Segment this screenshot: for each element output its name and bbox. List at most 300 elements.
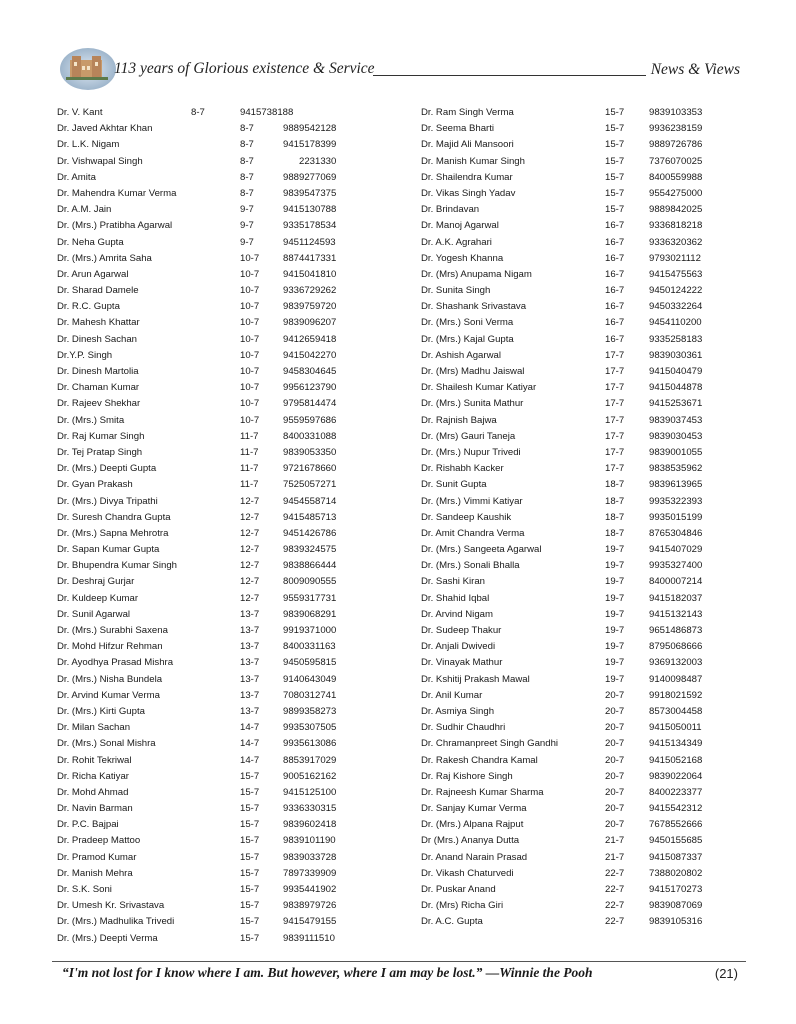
list-item	[57, 251, 377, 267]
member-date: 12-7	[240, 511, 260, 523]
member-phone: 9935015199	[649, 511, 703, 523]
member-date: 16-7	[605, 220, 625, 232]
member-phone: 9936238159	[649, 123, 703, 135]
member-date: 20-7	[605, 786, 625, 798]
member-phone: 9140098487	[649, 673, 703, 685]
member-date: 17-7	[605, 349, 625, 361]
member-name: Dr. Milan Sachan	[57, 722, 131, 734]
member-name: Dr. Manish Mehra	[57, 867, 133, 879]
member-date: 12-7	[240, 544, 260, 556]
member-phone: 9415042270	[283, 349, 337, 361]
member-date: 11-7	[240, 479, 259, 491]
member-date: 10-7	[240, 285, 260, 297]
member-name: Dr. Rohit Tekriwal	[57, 754, 132, 766]
member-date: 19-7	[605, 576, 625, 588]
member-name: Dr. V. Kant	[57, 107, 103, 118]
list-item	[421, 542, 741, 558]
building-logo-icon	[58, 44, 118, 92]
member-date: 12-7	[240, 495, 260, 507]
member-phone: 9415407029	[649, 544, 703, 556]
list-item	[421, 850, 741, 866]
member-name: Dr. Arvind Kumar Verma	[57, 689, 160, 701]
member-phone: 9415170273	[649, 884, 703, 895]
member-name: Dr. S.K. Soni	[57, 884, 112, 895]
list-item	[57, 785, 377, 801]
list-item	[57, 898, 377, 914]
list-item	[57, 380, 377, 396]
list-item	[421, 753, 741, 769]
member-date: 20-7	[605, 722, 625, 734]
member-date: 20-7	[605, 770, 625, 782]
list-item	[57, 753, 377, 769]
member-phone: 9839602418	[283, 819, 337, 831]
member-name: Dr. Dinesh Martolia	[57, 366, 139, 377]
member-date: 19-7	[605, 608, 625, 620]
member-phone: 9838535962	[649, 463, 703, 475]
member-name: Dr. Chramanpreet Singh Gandhi	[421, 738, 559, 750]
list-item	[421, 494, 741, 510]
member-name: Dr. Asmiya Singh	[421, 705, 495, 717]
member-date: 10-7	[240, 382, 260, 394]
member-name: Dr. Sunit Gupta	[421, 479, 487, 491]
member-name: Dr. Sapan Kumar Gupta	[57, 544, 160, 556]
list-item	[421, 574, 741, 590]
member-name: Dr. Brindavan	[421, 204, 480, 216]
list-item	[421, 332, 741, 348]
member-name: Dr. (Mrs.) Soni Verma	[421, 317, 514, 329]
footer-divider	[52, 961, 746, 962]
list-item	[421, 801, 741, 817]
member-date: 10-7	[240, 398, 260, 410]
member-phone: 9369132003	[649, 657, 703, 669]
member-date: 8-7	[191, 107, 205, 118]
member-date: 20-7	[605, 819, 625, 831]
member-date: 21-7	[605, 851, 625, 863]
member-date: 17-7	[605, 382, 625, 394]
member-phone: 9415040479	[649, 366, 703, 377]
member-date: 9-7	[240, 236, 254, 248]
member-name: Dr. P.C. Bajpai	[57, 819, 119, 831]
list-item	[421, 817, 741, 833]
list-item	[421, 445, 741, 461]
list-item	[421, 914, 741, 930]
member-phone: 9415485713	[283, 511, 337, 523]
list-item	[421, 720, 741, 736]
member-phone: 9889277069	[283, 171, 337, 183]
member-date: 19-7	[605, 641, 625, 653]
member-phone: 9838866444	[283, 560, 337, 572]
member-date: 8-7	[240, 155, 254, 167]
member-name: Dr. Navin Barman	[57, 803, 133, 815]
member-phone: 9839096207	[283, 317, 337, 329]
member-name: Dr. Yogesh Khanna	[421, 252, 504, 264]
list-item	[421, 299, 741, 315]
member-date: 19-7	[605, 544, 625, 556]
member-date: 16-7	[605, 301, 625, 313]
member-date: 19-7	[605, 657, 625, 669]
member-date: 9-7	[240, 220, 254, 232]
member-phone: 9793021112	[649, 252, 701, 264]
member-phone: 9839022064	[649, 770, 703, 782]
member-phone: 9889542128	[283, 123, 337, 135]
list-item	[421, 461, 741, 477]
header-divider	[373, 75, 646, 76]
member-name: Dr. (Mrs.) Sunita Mathur	[421, 398, 524, 410]
member-name: Dr. Manoj Agarwal	[421, 220, 499, 232]
member-phone: 9839053350	[283, 446, 337, 458]
member-date: 19-7	[605, 592, 625, 604]
list-item	[421, 769, 741, 785]
member-date: 15-7	[240, 835, 260, 847]
list-item	[57, 137, 377, 153]
member-name: Dr. Sunil Agarwal	[57, 608, 131, 620]
member-name: Dr. Vishwapal Singh	[57, 155, 143, 167]
list-item	[57, 429, 377, 445]
member-name: Dr. Vikash Chaturvedi	[421, 867, 514, 879]
member-phone: 9415134349	[649, 738, 703, 750]
member-name: Dr. Pramod Kumar	[57, 851, 137, 863]
member-date: 15-7	[605, 187, 625, 199]
member-date: 19-7	[605, 673, 625, 685]
member-date: 12-7	[240, 576, 260, 588]
member-name: Dr. Mahesh Khattar	[57, 317, 140, 329]
member-date: 19-7	[605, 560, 625, 572]
member-date: 15-7	[240, 786, 260, 798]
member-phone: 9889842025	[649, 204, 703, 216]
member-date: 14-7	[240, 754, 260, 766]
member-date: 20-7	[605, 689, 625, 701]
list-item	[57, 850, 377, 866]
list-item	[421, 510, 741, 526]
header-section: News & Views	[650, 61, 740, 78]
member-phone: 9336729262	[283, 285, 337, 297]
member-name: Dr. Sandeep Kaushik	[421, 511, 512, 523]
list-item	[421, 218, 741, 234]
member-phone: 9336320362	[649, 236, 703, 248]
member-phone: 9458304645	[283, 366, 337, 377]
member-date: 17-7	[605, 398, 625, 410]
list-item	[57, 542, 377, 558]
member-phone: 7678552666	[649, 819, 703, 831]
member-phone: 9839547375	[283, 187, 337, 199]
member-date: 10-7	[240, 349, 260, 361]
member-name: Dr. Rakesh Chandra Kamal	[421, 754, 538, 766]
member-date: 10-7	[240, 366, 260, 377]
member-name: Dr. Amita	[57, 171, 96, 183]
list-item	[421, 267, 741, 283]
member-phone: 9919371000	[283, 625, 337, 636]
member-date: 8-7	[240, 123, 254, 135]
member-name: Dr. Shahid Iqbal	[421, 592, 490, 604]
member-date: 21-7	[605, 835, 625, 847]
list-item	[57, 591, 377, 607]
member-phone: 9415479155	[283, 916, 337, 928]
member-date: 22-7	[605, 900, 625, 912]
list-item	[57, 882, 377, 898]
member-name: Dr. Vinayak Mathur	[421, 657, 503, 669]
member-date: 17-7	[605, 463, 625, 475]
member-phone: 8009090555	[283, 576, 337, 588]
list-item	[57, 526, 377, 542]
member-phone: 9415132143	[649, 608, 703, 620]
list-item	[421, 154, 741, 170]
member-phone: 9889726786	[649, 139, 703, 151]
member-date: 11-7	[240, 446, 259, 458]
member-phone: 7080312741	[283, 689, 337, 701]
list-item	[421, 688, 741, 704]
member-date: 8-7	[240, 187, 254, 199]
list-item	[421, 121, 741, 137]
list-item	[421, 235, 741, 251]
member-phone: 9415050011	[649, 722, 702, 734]
member-date: 16-7	[605, 268, 625, 280]
member-name: Dr. Sashi Kiran	[421, 576, 485, 588]
member-date: 9-7	[240, 204, 254, 216]
member-phone: 9839111510	[283, 932, 335, 944]
member-date: 12-7	[240, 592, 260, 604]
member-name: Dr (Mrs.) Ananya Dutta	[421, 835, 520, 847]
list-item	[421, 477, 741, 493]
member-phone: 7897339909	[283, 867, 337, 879]
member-phone: 8573004458	[649, 705, 703, 717]
member-date: 15-7	[240, 867, 260, 879]
list-item	[421, 186, 741, 202]
member-name: Dr. Mahendra Kumar Verma	[57, 187, 177, 199]
list-item	[421, 137, 741, 153]
member-phone: 9839030453	[649, 430, 703, 442]
member-name: Dr. Rajnish Bajwa	[421, 414, 497, 426]
member-phone: 9839030361	[649, 349, 703, 361]
member-name: Dr. A.C. Gupta	[421, 916, 483, 928]
list-item	[421, 591, 741, 607]
member-date: 15-7	[240, 900, 260, 912]
header-title: 113 years of Glorious existence & Service	[114, 60, 375, 77]
list-item	[57, 283, 377, 299]
member-name: Dr. Raj Kishore Singh	[421, 770, 513, 782]
member-phone: 9651486873	[649, 625, 703, 636]
member-name: Dr. Kuldeep Kumar	[57, 592, 139, 604]
member-name: Dr. Amit Chandra Verma	[421, 527, 525, 539]
member-name: Dr. Umesh Kr. Srivastava	[57, 900, 165, 912]
member-date: 15-7	[605, 155, 625, 167]
member-phone: 9335258183	[649, 333, 703, 345]
member-date: 16-7	[605, 317, 625, 329]
member-phone: 8400007214	[649, 576, 703, 588]
member-phone: 9839103353	[649, 107, 703, 118]
list-item	[57, 413, 377, 429]
member-phone: 9415125100	[283, 786, 337, 798]
list-item	[57, 510, 377, 526]
member-name: Dr. Arvind Nigam	[421, 608, 493, 620]
list-item	[421, 364, 741, 380]
member-phone: 8400331163	[283, 641, 336, 653]
member-date: 12-7	[240, 560, 260, 572]
member-name: Dr. Ashish Agarwal	[421, 349, 501, 361]
member-phone: 9450124222	[649, 285, 703, 297]
member-phone: 9935613086	[283, 738, 337, 750]
member-name: Dr. Anand Narain Prasad	[421, 851, 528, 863]
member-name: Dr. Anjali Dwivedi	[421, 641, 496, 653]
member-phone: 9918021592	[649, 689, 703, 701]
member-phone: 7388020802	[649, 867, 703, 879]
list-item	[57, 170, 377, 186]
member-date: 16-7	[605, 252, 625, 264]
member-phone: 9450595815	[283, 657, 337, 669]
list-item	[57, 267, 377, 283]
member-phone: 9935322393	[649, 495, 703, 507]
member-phone: 9415475563	[649, 268, 703, 280]
member-phone: 9721678660	[283, 463, 337, 475]
list-item	[421, 785, 741, 801]
list-item	[421, 526, 741, 542]
member-phone: 9454110200	[649, 317, 702, 329]
list-item	[421, 623, 741, 639]
member-phone: 8400331088	[283, 430, 337, 442]
member-date: 19-7	[605, 625, 625, 636]
member-date: 14-7	[240, 722, 260, 734]
member-name: Dr. Shailendra Kumar	[421, 171, 513, 183]
member-phone: 9956123790	[283, 382, 337, 394]
list-item	[421, 283, 741, 299]
list-item	[421, 736, 741, 752]
member-name: Dr. Anil Kumar	[421, 689, 483, 701]
member-name: Dr. A.K. Agrahari	[421, 236, 492, 248]
member-date: 18-7	[605, 495, 625, 507]
member-name: Dr. Neha Gupta	[57, 236, 124, 248]
member-name: Dr. (Mrs.) Sapna Mehrotra	[57, 527, 169, 539]
member-date: 10-7	[240, 333, 260, 345]
list-item	[421, 898, 741, 914]
member-date: 15-7	[240, 803, 260, 815]
member-name: Dr. Sanjay Kumar Verma	[421, 803, 527, 815]
member-name: Dr. Puskar Anand	[421, 884, 496, 895]
list-item	[421, 607, 741, 623]
list-item	[57, 461, 377, 477]
member-phone: 9454558714	[283, 495, 337, 507]
member-name: Dr. (Mrs.) Divya Tripathi	[57, 495, 158, 507]
list-item	[57, 494, 377, 510]
member-name: Dr. Gyan Prakash	[57, 479, 133, 491]
list-item	[57, 364, 377, 380]
right-column	[421, 105, 741, 931]
left-column	[57, 105, 377, 947]
list-item	[57, 623, 377, 639]
list-item	[57, 445, 377, 461]
member-date: 16-7	[605, 333, 625, 345]
list-item	[57, 866, 377, 882]
member-date: 15-7	[605, 123, 625, 135]
member-phone: 8400223377	[649, 786, 703, 798]
member-date: 13-7	[240, 657, 260, 669]
page-header	[0, 0, 796, 100]
member-phone: 9415130788	[283, 204, 337, 216]
member-name: Dr. Arun Agarwal	[57, 268, 129, 280]
member-name: Dr. Sudeep Thakur	[421, 625, 502, 636]
member-name: Dr. Mohd Hifzur Rehman	[57, 641, 163, 653]
member-phone: 9415738188	[240, 107, 294, 118]
member-phone: 9559597686	[283, 414, 337, 426]
list-item	[57, 121, 377, 137]
member-phone: 9839105316	[649, 916, 703, 928]
member-date: 22-7	[605, 916, 625, 928]
member-phone: 9839087069	[649, 900, 703, 912]
member-date: 15-7	[605, 171, 625, 183]
member-name: Dr. (Mrs.) Kirti Gupta	[57, 705, 145, 717]
member-phone: 9450332264	[649, 301, 703, 313]
member-name: Dr. Ayodhya Prasad Mishra	[57, 657, 174, 669]
member-name: Dr. Mohd Ahmad	[57, 786, 129, 798]
member-phone: 9335178534	[283, 220, 337, 232]
member-date: 15-7	[240, 932, 260, 944]
member-name: Dr. Rishabh Kacker	[421, 463, 504, 475]
member-date: 15-7	[240, 819, 260, 831]
list-item	[57, 105, 377, 121]
list-item	[57, 639, 377, 655]
member-name: Dr. (Mrs) Richa Giri	[421, 900, 504, 912]
member-phone: 9415044878	[649, 382, 703, 394]
list-item	[421, 882, 741, 898]
member-date: 10-7	[240, 317, 260, 329]
list-item	[57, 607, 377, 623]
list-item	[57, 396, 377, 412]
list-item	[421, 704, 741, 720]
member-date: 20-7	[605, 705, 625, 717]
member-name: Dr. (Mrs.) Deepti Verma	[57, 932, 158, 944]
member-name: Dr. (Mrs.) Nupur Trivedi	[421, 446, 521, 458]
member-date: 8-7	[240, 139, 254, 151]
list-item	[421, 429, 741, 445]
member-phone: 9336330315	[283, 803, 337, 815]
member-phone: 9140643049	[283, 673, 337, 685]
member-name: Dr. Manish Kumar Singh	[421, 155, 525, 167]
list-item	[57, 769, 377, 785]
list-item	[57, 299, 377, 315]
list-item	[57, 218, 377, 234]
member-name: Dr.Y.P. Singh	[57, 349, 113, 361]
member-name: Dr. Deshraj Gurjar	[57, 576, 135, 588]
member-date: 15-7	[240, 770, 260, 782]
member-phone: 9935327400	[649, 560, 703, 572]
list-item	[57, 672, 377, 688]
member-name: Dr. Sudhir Chaudhri	[421, 722, 506, 734]
member-name: Dr. A.M. Jain	[57, 204, 112, 216]
member-name: Dr. Dinesh Sachan	[57, 333, 137, 345]
member-name: Dr. Richa Katiyar	[57, 770, 129, 782]
member-phone: 9839324575	[283, 544, 337, 556]
member-phone: 9795814474	[283, 398, 337, 410]
list-item	[421, 639, 741, 655]
list-item	[57, 558, 377, 574]
member-name: Dr. Sunita Singh	[421, 285, 491, 297]
member-phone: 8795068666	[649, 641, 703, 653]
member-name: Dr. (Mrs.) Smita	[57, 414, 125, 426]
member-name: Dr. Kshitij Prakash Mawal	[421, 673, 530, 685]
list-item	[421, 558, 741, 574]
member-phone: 9839101190	[283, 835, 336, 847]
member-name: Dr. (Mrs.) Pratibha Agarwal	[57, 220, 173, 232]
member-phone: 2231330	[299, 155, 337, 167]
member-name: Dr. Rajneesh Kumar Sharma	[421, 786, 544, 798]
member-date: 15-7	[240, 916, 260, 928]
list-item	[57, 688, 377, 704]
member-name: Dr. Pradeep Mattoo	[57, 835, 141, 847]
member-date: 12-7	[240, 527, 260, 539]
member-phone: 8853917029	[283, 754, 337, 766]
list-item	[421, 105, 741, 121]
list-item	[57, 235, 377, 251]
member-phone: 9415052168	[649, 754, 703, 766]
member-name: Dr. (Mrs.) Kajal Gupta	[421, 333, 514, 345]
